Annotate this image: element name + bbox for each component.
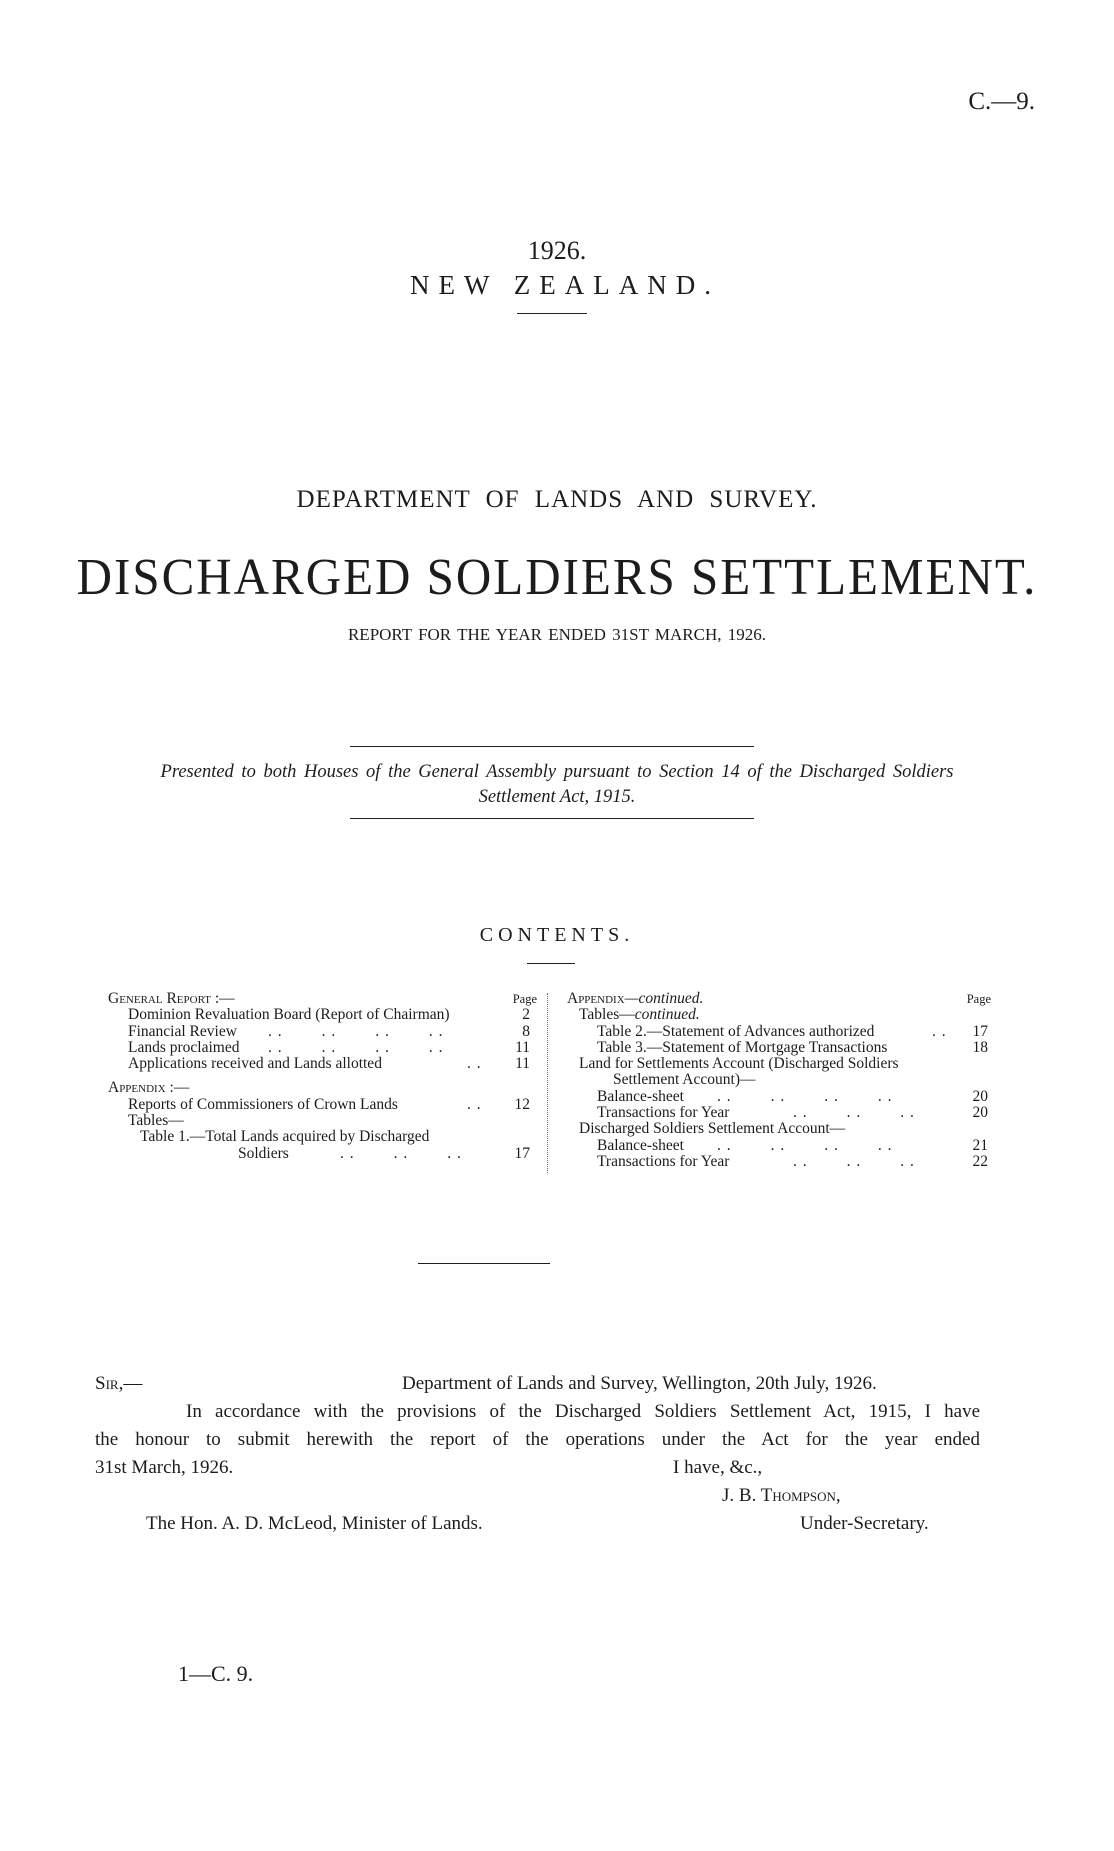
toc-item[interactable] xyxy=(108,1097,537,1113)
toc-item-page: 22 xyxy=(972,1152,988,1170)
toc-item-page: 17 xyxy=(514,1144,530,1162)
toc-heading-continued: —continued. xyxy=(624,990,704,1007)
toc-item[interactable] xyxy=(567,1105,991,1121)
toc-item-page: 18 xyxy=(972,1038,988,1056)
letter-paragraph-line-3: 31st March, 1926. xyxy=(95,1457,234,1478)
toc-section-appendix[interactable]: Appendix :— xyxy=(108,1079,190,1097)
letter-paragraph-line-1: In accordance with the provisions of the Discharged Soldiers Settlement Act, 1915, I have xyxy=(186,1401,980,1422)
signatory: J. B. Thompson, xyxy=(722,1485,841,1506)
toc-item-page: 11 xyxy=(515,1038,530,1056)
toc-item-page: 2 xyxy=(522,1006,530,1024)
toc-item[interactable] xyxy=(108,1056,537,1072)
signatory-position: Under-Secretary. xyxy=(800,1513,929,1534)
toc-item[interactable] xyxy=(108,1007,537,1023)
toc-item-label: Soldiers xyxy=(238,1144,289,1162)
year: 1926. xyxy=(527,236,587,265)
toc-heading-appendix[interactable]: Appendix xyxy=(567,990,625,1007)
toc-item-label: Financial Review xyxy=(128,1022,237,1040)
leader-dots: . . . . . . . . xyxy=(717,1136,893,1154)
presented-top-rule xyxy=(350,746,754,747)
presented-line-1: Presented to both Houses of the General Assembly pursuant to Section 14 of the Discharged Soldiers xyxy=(160,762,954,782)
dateline: Department of Lands and Survey, Wellington, 20th July, 1926. xyxy=(402,1373,877,1394)
toc-item-label: Table 3.—Statement of Mortgage Transactions xyxy=(597,1038,888,1056)
toc-item-label: Reports of Commissioners of Crown Lands xyxy=(128,1095,398,1113)
toc-item[interactable] xyxy=(567,1089,991,1105)
country-name: NEW ZEALAND. xyxy=(410,270,720,300)
toc-item-label: Dominion Revaluation Board (Report of Chairman) xyxy=(128,1006,450,1024)
toc-subheading: Discharged Soldiers Settlement Account— xyxy=(579,1120,846,1138)
main-title: DISCHARGED SOLDIERS SETTLEMENT. xyxy=(76,547,1038,606)
toc-item-page: 17 xyxy=(972,1022,988,1040)
toc-item[interactable] xyxy=(108,1040,537,1056)
presented-bottom-rule xyxy=(350,818,754,819)
toc-item[interactable] xyxy=(108,1129,537,1145)
leader-dots: . . xyxy=(932,1022,947,1040)
letter-paragraph-line-2: the honour to submit herewith the report of the operations under the Act for the year ended xyxy=(95,1429,980,1450)
toc-item-page: 21 xyxy=(972,1136,988,1154)
toc-item-page: 8 xyxy=(522,1022,530,1040)
leader-dots: . . . . . . . . xyxy=(268,1038,444,1056)
salutation: Sir,— xyxy=(95,1373,143,1394)
leader-dots: . . . . . . xyxy=(793,1152,915,1170)
toc-item-page: 20 xyxy=(972,1104,988,1122)
toc-item[interactable] xyxy=(567,1024,991,1040)
report-subtitle: REPORT FOR THE YEAR ENDED 31ST MARCH, 1926. xyxy=(347,625,767,644)
printer-signature-mark: 1—C. 9. xyxy=(178,1661,254,1686)
presented-line-2: Settlement Act, 1915. xyxy=(478,787,636,807)
toc-subheading: Settlement Account)— xyxy=(613,1071,756,1089)
contents-right-column xyxy=(567,991,991,1170)
leader-dots: . . . . . . . . xyxy=(268,1022,444,1040)
toc-item-label: Table 2.—Statement of Advances authorized xyxy=(597,1022,875,1040)
contents-divider xyxy=(527,963,575,964)
department-name: DEPARTMENT OF LANDS AND SURVEY. xyxy=(296,486,818,513)
title-divider xyxy=(517,313,587,314)
closing: I have, &c., xyxy=(673,1457,763,1478)
toc-item[interactable] xyxy=(567,1138,991,1154)
leader-dots: . . . . . . xyxy=(793,1104,915,1122)
toc-item-label: Lands proclaimed xyxy=(128,1038,240,1056)
toc-item-label: Transactions for Year xyxy=(597,1152,730,1170)
contents-column-divider xyxy=(547,993,548,1173)
leader-dots: . . . . . . xyxy=(340,1144,462,1162)
contents-left-column xyxy=(108,991,537,1162)
document-reference: C.—9. xyxy=(968,88,1035,115)
toc-section-general-report[interactable]: General Report :— xyxy=(108,990,235,1007)
toc-item-page: 12 xyxy=(514,1095,530,1113)
toc-subheading: Tables—continued. xyxy=(579,1006,700,1024)
leader-dots: . . xyxy=(467,1055,482,1073)
toc-subheading: Tables— xyxy=(128,1112,184,1130)
toc-item-page: 11 xyxy=(515,1055,530,1073)
toc-item-label: Applications received and Lands allotted xyxy=(128,1055,382,1073)
contents-heading: CONTENTS. xyxy=(479,924,635,946)
toc-item-label: Balance-sheet xyxy=(597,1087,684,1105)
toc-item[interactable] xyxy=(567,1040,991,1056)
toc-subheading: Land for Settlements Account (Discharged Soldiers xyxy=(579,1055,899,1073)
toc-item-label: Table 1.—Total Lands acquired by Discharged xyxy=(140,1128,430,1146)
toc-page-label: Page xyxy=(966,992,991,1006)
leader-dots: . . . . . . . . xyxy=(717,1087,893,1105)
toc-item[interactable] xyxy=(567,1154,991,1170)
toc-item[interactable] xyxy=(108,1024,537,1040)
addressee: The Hon. A. D. McLeod, Minister of Lands. xyxy=(146,1513,483,1534)
toc-item-page: 20 xyxy=(972,1087,988,1105)
toc-item-label: Transactions for Year xyxy=(597,1104,730,1122)
section-divider xyxy=(418,1263,550,1264)
toc-page-label: Page xyxy=(512,992,537,1006)
leader-dots: . . xyxy=(467,1095,482,1113)
toc-item[interactable] xyxy=(108,1146,537,1162)
toc-item-label: Balance-sheet xyxy=(597,1136,684,1154)
